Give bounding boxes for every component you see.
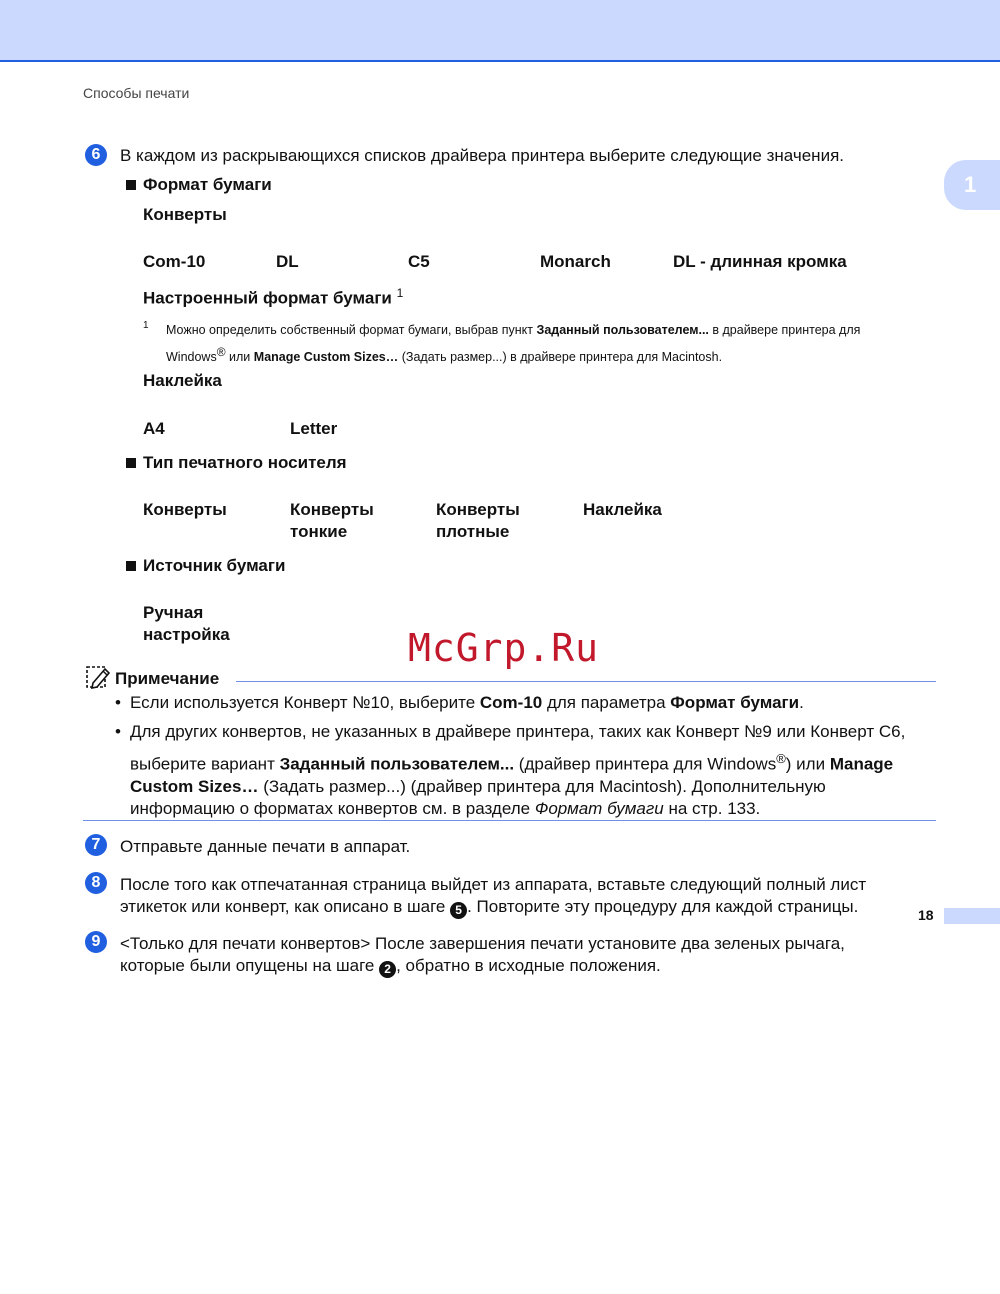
- option-dl-long-edge: DL - длинная кромка: [673, 252, 847, 271]
- footnote-ref: 1: [396, 286, 404, 300]
- step-7-text: Отправьте данные печати в аппарат.: [120, 837, 411, 856]
- step-line: [120, 896, 866, 919]
- note-divider-top: [236, 681, 936, 682]
- top-band: [0, 0, 1000, 62]
- footnote-line-1: [166, 322, 860, 338]
- media-option-line: тонкие: [290, 522, 348, 541]
- step-7-number: 7: [85, 834, 107, 856]
- source-option-line: настройка: [143, 625, 230, 644]
- note-text: ) или: [785, 754, 830, 774]
- note-bullet-dot: •: [115, 722, 121, 741]
- step-9-number: 9: [85, 931, 107, 953]
- media-option-envelopes-thick: [436, 499, 520, 543]
- option-a4: A4: [143, 419, 165, 438]
- step-line: После того как отпечатанная страница выйдет из аппарата, вставьте следующий полный лист: [120, 875, 867, 894]
- paper-size-heading: Формат бумаги: [143, 175, 272, 194]
- media-type-heading: Тип печатного носителя: [143, 453, 347, 472]
- note-line: Для других конвертов, не указанных в драйвере принтера, таких как Конверт №9 или Конверт C6,: [130, 722, 906, 741]
- note-line: [130, 748, 936, 776]
- note-italic: Формат бумаги: [534, 798, 664, 818]
- step-8-number: 8: [85, 872, 107, 894]
- media-option-line: Конверты: [290, 500, 374, 519]
- note-text: для параметра: [542, 693, 671, 712]
- step-text-part: этикеток или конверт, как описано в шаге: [120, 897, 451, 916]
- media-option-label: [583, 499, 662, 521]
- note-bullet-1: [130, 692, 804, 714]
- note-bold: Формат бумаги: [670, 693, 800, 712]
- paper-source-option: [143, 602, 230, 646]
- media-option-envelopes: [143, 499, 227, 521]
- note-text: на стр. 133.: [663, 798, 761, 818]
- option-com10: Com-10: [143, 252, 206, 271]
- registered-mark: ®: [776, 751, 786, 766]
- note-text: выберите вариант: [130, 754, 280, 774]
- media-option-line: Конверты: [143, 500, 227, 519]
- source-option-line: Ручная: [143, 603, 204, 622]
- step-text-part: . Повторите эту процедуру для каждой страницы.: [467, 897, 859, 916]
- envelopes-label: Конверты: [143, 205, 227, 224]
- media-option-line: Наклейка: [583, 500, 662, 519]
- step-6-number: 6: [85, 144, 107, 166]
- media-option-line: плотные: [436, 522, 510, 541]
- step-text-part: , обратно в исходные положения.: [396, 956, 661, 975]
- bullet-square: [126, 458, 136, 468]
- step-9-text: [120, 933, 845, 978]
- option-c5: C5: [408, 252, 430, 271]
- footnote-line-2: [166, 344, 722, 365]
- footnote-text: Windows: [166, 350, 217, 365]
- note-text: Если используется Конверт №10, выберите: [130, 693, 480, 712]
- page-number: 18: [918, 907, 934, 923]
- note-text: (драйвер принтера для Windows: [514, 754, 777, 774]
- option-monarch: Monarch: [540, 252, 611, 271]
- custom-size-label: [143, 282, 403, 310]
- step-ref-circle: 2: [379, 961, 396, 978]
- step-text-part: которые были опущены на шаге: [120, 956, 380, 975]
- footnote-text: в драйвере принтера для: [708, 323, 861, 337]
- step-8-text: [120, 874, 866, 919]
- note-divider-bottom: [83, 820, 936, 821]
- note-text: информацию о форматах конвертов см. в разделе: [130, 798, 535, 818]
- step-line: [120, 955, 845, 978]
- footnote-text: или: [225, 350, 254, 365]
- paper-source-heading: Источник бумаги: [143, 556, 286, 575]
- footnote-number: 1: [143, 320, 149, 331]
- bullet-square: [126, 561, 136, 571]
- footnote-bold: Заданный пользователем...: [536, 323, 709, 337]
- note-bold: Заданный пользователем...: [279, 754, 515, 774]
- media-option-envelopes-thin: [290, 499, 374, 543]
- note-title: Примечание: [115, 669, 220, 688]
- note-pencil-icon: [85, 665, 111, 694]
- page-number-band: [944, 908, 1000, 924]
- note-bold: Custom Sizes…: [130, 776, 259, 796]
- custom-size-text: Настроенный формат бумаги: [143, 288, 392, 308]
- step-line: <Только для печати конвертов> После завершения печати установите два зеленых рычага,: [120, 934, 845, 953]
- bullet-square: [126, 180, 136, 190]
- footnote-text: Можно определить собственный формат бумаги, выбрав пункт: [166, 323, 537, 337]
- note-text: (Задать размер...) (драйвер принтера для Macintosh). Дополнительную: [258, 776, 826, 796]
- media-option-line: Конверты: [436, 500, 520, 519]
- note-line: [130, 776, 936, 798]
- chapter-tab: 1: [944, 160, 1000, 210]
- footnote-text: (Задать размер...) в драйвере принтера для Macintosh.: [398, 350, 723, 365]
- note-bold: Com-10: [479, 693, 543, 712]
- note-bold: Manage: [829, 754, 894, 774]
- option-dl: DL: [276, 252, 299, 271]
- footnote-bold: Manage Custom Sizes…: [253, 350, 399, 365]
- labels-label: Наклейка: [143, 371, 222, 390]
- option-letter: Letter: [290, 419, 338, 438]
- note-bullet-2: [130, 721, 936, 820]
- step-ref-circle: 5: [450, 902, 467, 919]
- note-line: [130, 798, 936, 820]
- watermark: McGrp.Ru: [408, 626, 600, 670]
- note-bullet-dot: •: [115, 693, 121, 712]
- note-text: .: [799, 693, 804, 712]
- section-title: Способы печати: [83, 85, 190, 101]
- step-6-text: В каждом из раскрывающихся списков драйвера принтера выберите следующие значения.: [120, 146, 844, 165]
- registered-mark: ®: [216, 345, 226, 359]
